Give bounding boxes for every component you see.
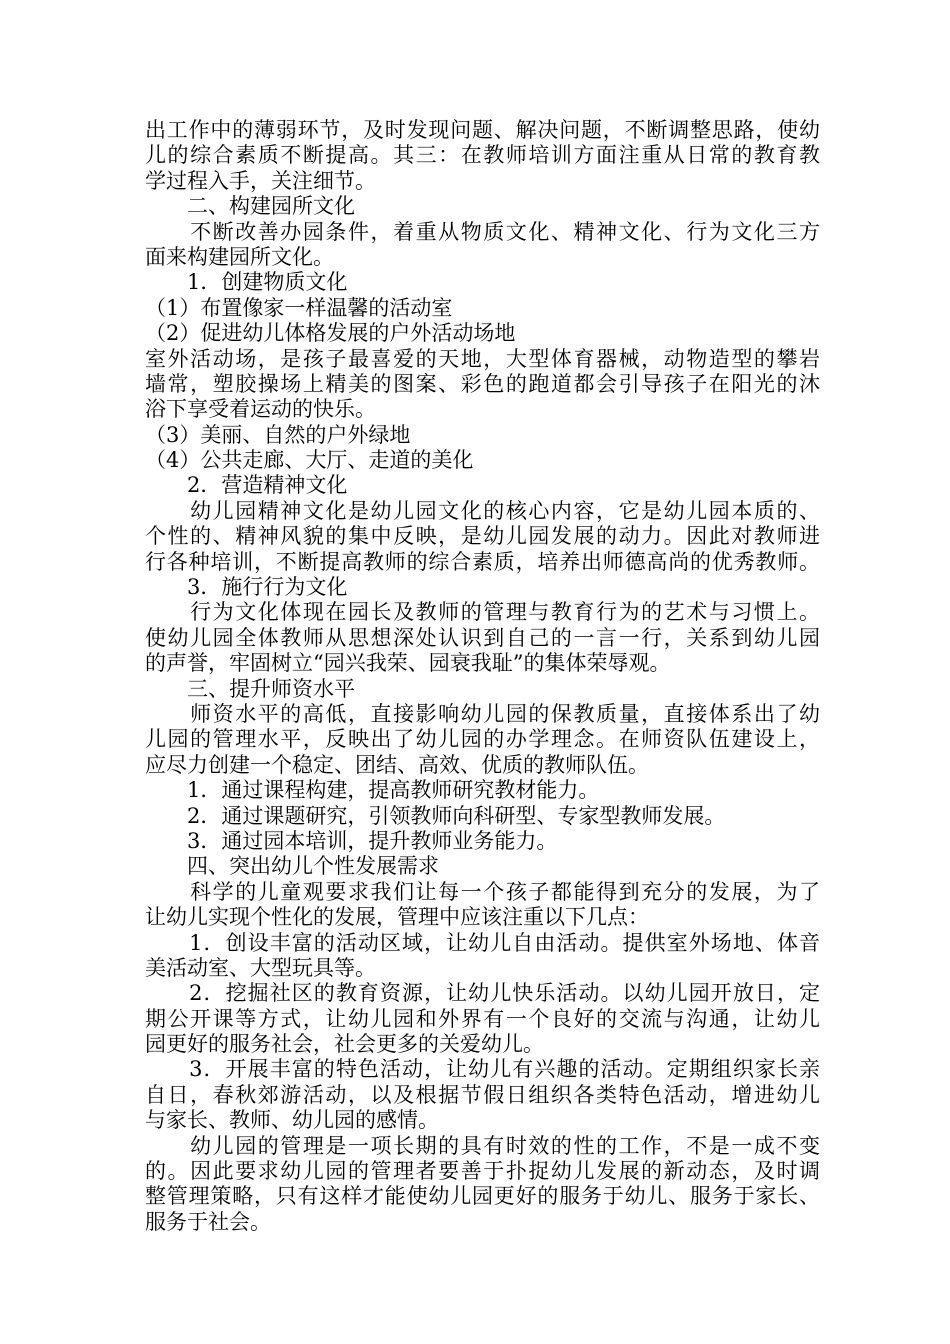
section-heading: 二、构建园所文化 (145, 194, 355, 219)
list-item: 1．通过课程构建，提高教师研究教材能力。 (145, 778, 600, 803)
subsection-heading: 1．创建物质文化 (145, 270, 348, 295)
text-line: 行为文化体现在园长及教师的管理与教育行为的艺术与习惯上。 (145, 600, 820, 625)
text-line: 面来构建园所文化。 (145, 244, 334, 269)
list-item: （2）促进幼儿体格发展的户外活动场地 (145, 321, 516, 346)
text-line: 行各种培训，不断提高教师的综合素质，培养出师德高尚的优秀教师。 (145, 549, 820, 574)
text-line: 学过程入手，关注细节。 (145, 168, 376, 193)
text-line: 出工作中的薄弱环节，及时发现问题、解决问题，不断调整思路，使幼 (145, 118, 820, 142)
text-line: 应尽力创建一个稳定、团结、高效、优质的教师队伍。 (145, 752, 649, 777)
text-line: 浴下享受着运动的快乐。 (145, 397, 376, 422)
text-line: 个性的、精神风貌的集中反映，是幼儿园发展的动力。因此对教师进 (145, 524, 820, 549)
text-line: 幼儿园精神文化是幼儿园文化的核心内容，它是幼儿园本质的、 (145, 498, 820, 523)
list-item: （1）布置像家一样温馨的活动室 (145, 295, 453, 320)
text-line: 的声誉，牢固树立“园兴我荣、园衰我耻”的集体荣辱观。 (145, 651, 671, 676)
text-line: 幼儿园的管理是一项长期的具有时效的性的工作，不是一成不变 (145, 1133, 820, 1158)
text-line: 儿的综合素质不断提高。其三：在教师培训方面注重从日常的教育教 (145, 143, 820, 168)
text-line: 让幼儿实现个性化的发展，管理中应该注重以下几点： (145, 905, 649, 930)
text-line: 整管理策略，只有这样才能使幼儿园更好的服务于幼儿、服务于家长、 (145, 1184, 820, 1209)
list-item: （3）美丽、自然的户外绿地 (145, 422, 411, 447)
section-heading: 三、提升师资水平 (145, 676, 355, 701)
document-page (145, 118, 820, 1235)
text-line: 期公开课等方式，让幼儿园和外界有一个良好的交流与沟通，让幼儿 (145, 1006, 820, 1031)
text-line: 不断改善办园条件，着重从物质文化、精神文化、行为文化三方 (145, 219, 820, 244)
text-line: 儿园的管理水平，反映出了幼儿园的办学理念。在师资队伍建设上， (145, 727, 820, 752)
subsection-heading: 2．营造精神文化 (145, 473, 348, 498)
list-item: 2．挖掘社区的教育资源，让幼儿快乐活动。以幼儿园开放日，定 (145, 981, 820, 1006)
text-line: 自日，春秋郊游活动，以及根据节假日组织各类特色活动，增进幼儿 (145, 1082, 820, 1107)
list-item: 3．通过园本培训，提升教师业务能力。 (145, 828, 558, 853)
text-line: 园更好的服务社会，社会更多的关爱幼儿。 (145, 1032, 544, 1057)
list-item: 2．通过课题研究，引领教师向科研型、专家型教师发展。 (145, 803, 726, 828)
subsection-heading: 3．施行行为文化 (145, 575, 348, 600)
text-line: 美活动室、大型玩具等。 (145, 955, 376, 980)
text-line: 使幼儿园全体教师从思想深处认识到自己的一言一行，关系到幼儿园 (145, 625, 820, 650)
text-line: 师资水平的高低，直接影响幼儿园的保教质量，直接体系出了幼 (145, 701, 820, 726)
list-item: 1．创设丰富的活动区域，让幼儿自由活动。提供室外场地、体音 (145, 930, 820, 955)
list-item: （4）公共走廊、大厅、走道的美化 (145, 448, 474, 473)
text-line: 室外活动场，是孩子最喜爱的天地，大型体育器械，动物造型的攀岩 (145, 346, 820, 371)
text-line: 与家长、教师、幼儿园的感情。 (145, 1108, 439, 1133)
section-heading: 四、突出幼儿个性发展需求 (145, 854, 439, 879)
text-line: 服务于社会。 (145, 1209, 271, 1234)
text-line: 墙常，塑胶操场上精美的图案、彩色的跑道都会引导孩子在阳光的沐 (145, 371, 820, 396)
list-item: 3．开展丰富的特色活动，让幼儿有兴趣的活动。定期组织家长亲 (145, 1057, 820, 1082)
text-line: 科学的儿童观要求我们让每一个孩子都能得到充分的发展，为了 (145, 879, 820, 904)
text-line: 的。因此要求幼儿园的管理者要善于扑捉幼儿发展的新动态，及时调 (145, 1159, 820, 1184)
